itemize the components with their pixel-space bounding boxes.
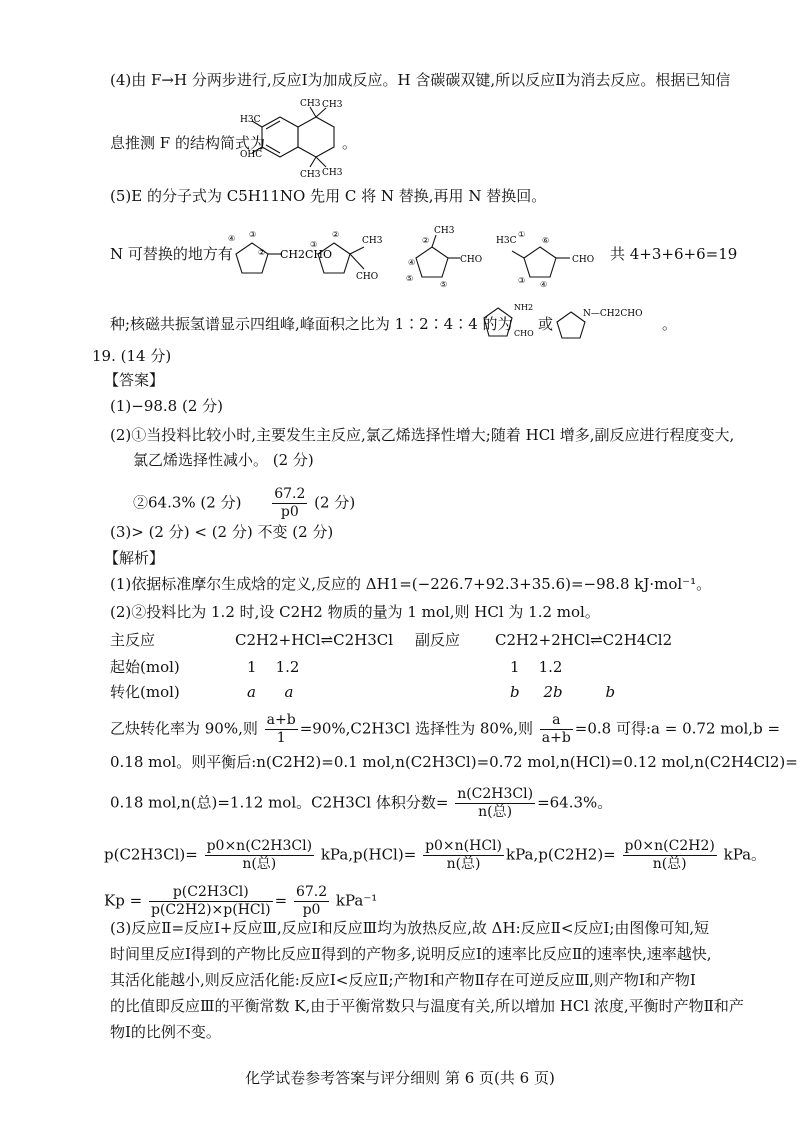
analysis-2: (2)②投料比为 1.2 时,设 C2H2 物质的量为 1 mol,则 HCl 为 1.2 mol。 <box>110 603 600 621</box>
part4-line2-end: 。 <box>342 134 358 152</box>
part5-line3-text: 种;核磁共振氢谱显示四组峰,峰面积之比为 1∶2∶4∶4 的为 <box>110 315 513 333</box>
f-ch3-a: CH3 <box>300 99 321 109</box>
analysis-3-line5: 物Ⅰ的比例不变。 <box>110 1023 221 1041</box>
svg-text:⑤: ⑤ <box>440 280 448 289</box>
equilibrium-line: 0.18 mol。则平衡后:n(C2H2)=0.1 mol,n(C2H3Cl)=0.72 mol,n(HCl)=0.12 mol,n(C2H4Cl2)= <box>110 753 798 771</box>
svg-text:②: ② <box>332 230 340 239</box>
svg-text:②: ② <box>422 236 430 245</box>
svg-text:CHO: CHO <box>514 329 534 338</box>
svg-text:CHO: CHO <box>572 255 595 265</box>
svg-text:③: ③ <box>518 276 526 285</box>
analysis-1: (1)依据标准摩尔生成焓的定义,反应的 ΔH1=(−226.7+92.3+35.6)=−98.8 kJ·mol⁻¹。 <box>110 575 712 593</box>
svg-text:④: ④ <box>408 258 416 267</box>
svg-text:N—CH2CHO: N—CH2CHO <box>583 309 643 319</box>
part5-end: 。 <box>662 315 678 333</box>
f-ch3-b: CH3 <box>322 100 343 110</box>
analysis-3-line3: 其活化能越小,则反应活化能:反应Ⅰ<反应Ⅱ;产物Ⅰ和产物Ⅱ存在可逆反应Ⅲ,则产物Ⅰ和产物Ⅰ <box>110 971 696 989</box>
answer-structure-2 <box>555 302 678 344</box>
svg-text:CH3: CH3 <box>362 236 383 246</box>
row-change-side: b 2b b <box>510 683 616 701</box>
svg-text:CHO: CHO <box>460 255 483 265</box>
answer-1: (1)−98.8 (2 分) <box>110 397 223 415</box>
answer-3: (3)> (2 分) < (2 分) 不变 (2 分) <box>110 523 334 541</box>
analysis-3-line4: 的比值即反应Ⅲ的平衡常数 K,由于平衡常数只与温度有关,所以增加 HCl 浓度,平衡时产物Ⅱ和产 <box>110 997 744 1015</box>
answer-structure-1 <box>478 300 538 345</box>
answer-2-line2: 氯乙烯选择性减小。 (2 分) <box>133 451 314 469</box>
part4-line1: (4)由 F→H 分两步进行,反应Ⅰ为加成反应。H 含碳碳双键,所以反应Ⅱ为消去反应。根据已知信 <box>110 71 731 89</box>
side-rxn-label: 副反应 <box>415 631 461 649</box>
svg-text:④: ④ <box>228 234 236 243</box>
svg-text:③: ③ <box>310 240 318 249</box>
row-change-main: a a <box>247 683 294 701</box>
row-start-label: 起始(mol) <box>110 658 180 676</box>
f-ch3-c: CH3 <box>300 170 321 180</box>
ch2cho-label: CH2CHO <box>280 248 333 261</box>
row-change-label: 转化(mol) <box>110 683 180 701</box>
conversion-line: 乙炔转化率为 90%,则 $\frac{a+b}{1}$ =90%,C2H3Cl 选择性为 80%,则 $\frac{a}{a+b}$ =0.8 可得:a = 0.72 mol,b = <box>110 712 781 746</box>
page-footer: 化学试卷参考答案与评分细则 第 6 页(共 6 页) <box>245 1069 555 1087</box>
f-ohc: OHC <box>240 150 263 160</box>
f-ch3-d: CH3 <box>322 168 343 178</box>
structure-f <box>240 95 343 185</box>
analysis-3-line2: 时间里反应Ⅰ得到的产物比反应Ⅱ得到的产物多,说明反应Ⅰ的速率比反应Ⅱ的速率快,速率越快, <box>110 945 712 963</box>
part5-line2-suffix: 共 4+3+6+6=19 <box>610 245 738 263</box>
svg-text:①: ① <box>518 230 526 239</box>
svg-text:CH3: CH3 <box>434 226 455 236</box>
total-line: 0.18 mol,n(总)=1.12 mol。C2H3Cl 体积分数= $\frac{n(C2H3Cl)}{\text{n(总)}}$ =64.3%。 <box>110 786 613 820</box>
answer-2-line1: (2)①当投料比较小时,主要发生主反应,氯乙烯选择性增大;随着 HCl 增多,副反应进行程度变大, <box>110 426 735 444</box>
part5-line1: (5)E 的分子式为 C5H11NO 先用 C 将 N 替换,再用 N 替换回。 <box>110 187 547 205</box>
analysis-3-line1: (3)反应Ⅱ=反应Ⅰ+反应Ⅲ,反应Ⅰ和反应Ⅲ均为放热反应,故 ΔH:反应Ⅱ<反应Ⅰ;由图像可知,短 <box>110 919 710 937</box>
part4-line2-text: 息推测 F 的结构简式为 <box>110 134 265 152</box>
svg-text:⑥: ⑥ <box>542 236 550 245</box>
row-start-main: 1 1.2 <box>247 658 300 676</box>
partial-pressure-line: p(C2H3Cl)= $\frac{p0\times n(C2H3Cl)}{\text{n(总)}}$ kPa,p(HCl)= $\frac{\text{p0×n(HCl)}}{\text{n(总)}}$ kPa,p(C2H2)= $\frac{p0\times n(C2H2)}{\text{n(总)}}$ kPa。 <box>104 838 767 872</box>
f-h3c: H3C <box>240 115 261 125</box>
svg-text:H3C: H3C <box>496 236 517 246</box>
part5-or: 或 <box>538 315 554 333</box>
side-rxn: C2H2+2HCl⇌C2H4Cl2 <box>495 631 673 649</box>
main-rxn-label: 主反应 <box>110 631 156 649</box>
svg-text:②: ② <box>258 248 266 257</box>
part5-line2-prefix: N 可替换的地方有 <box>110 245 233 263</box>
replacement-structures <box>222 225 602 290</box>
main-rxn: C2H2+HCl⇌C2H3Cl <box>235 631 394 649</box>
answer-2-line3: ②64.3% (2 分) $\frac{67.2}{p0}$ (2 分) <box>133 486 356 520</box>
row-start-side: 1 1.2 <box>510 658 563 676</box>
svg-text:⑤: ⑤ <box>406 274 414 283</box>
answer-tag: 【答案】 <box>104 371 165 389</box>
svg-text:CHO: CHO <box>356 272 379 282</box>
q19-header: 19. (14 分) <box>92 347 172 365</box>
svg-text:NH2: NH2 <box>514 303 534 312</box>
analysis-tag: 【解析】 <box>104 549 165 567</box>
kp-line: Kp = $\frac{p(C2H3Cl)}{\text{p(C2H2)×p(HCl)}}$ = $\frac{67.2}{p0}$ kPa⁻¹ <box>104 884 378 918</box>
svg-text:③: ③ <box>249 230 257 239</box>
svg-text:④: ④ <box>540 280 548 289</box>
